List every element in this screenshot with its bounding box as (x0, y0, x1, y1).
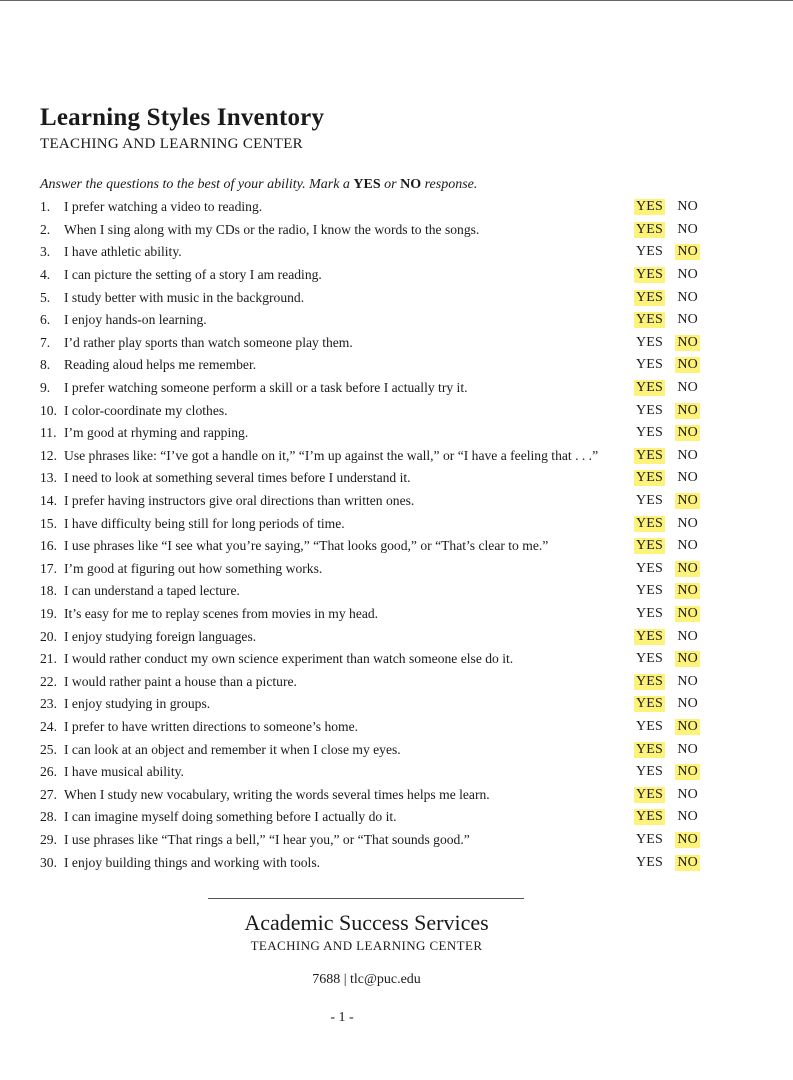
no-option[interactable]: NO (677, 402, 698, 418)
question-row (40, 377, 700, 400)
question-number: 21. (40, 651, 57, 667)
no-option[interactable]: NO (677, 831, 698, 847)
yes-option[interactable]: YES (636, 470, 664, 486)
yes-option[interactable]: YES (636, 831, 664, 847)
yes-option[interactable]: YES (636, 425, 664, 441)
answer-options (634, 719, 700, 735)
no-option[interactable]: NO (677, 560, 698, 576)
question-number: 24. (40, 718, 57, 734)
no-option[interactable]: NO (677, 289, 698, 305)
answer-options (634, 561, 700, 577)
question-row (40, 467, 700, 490)
top-border-line (0, 0, 793, 1)
yes-option[interactable]: YES (636, 447, 664, 463)
question-text: I’d rather play sports than watch someone play them. (64, 334, 353, 350)
answer-options (634, 335, 700, 351)
answer-options (634, 832, 700, 848)
yes-option[interactable]: YES (636, 289, 664, 305)
no-option[interactable]: NO (677, 605, 698, 621)
question-row (40, 354, 700, 377)
no-option[interactable]: NO (677, 425, 698, 441)
question-text: I can understand a taped lecture. (64, 583, 240, 599)
question-text: I have athletic ability. (64, 244, 182, 260)
question-text: I need to look at something several times before I understand it. (64, 470, 411, 486)
instructions-tail: response. (421, 177, 478, 192)
instructions-yes: YES (353, 177, 381, 192)
question-number: 10. (40, 402, 57, 418)
question-number: 19. (40, 605, 57, 621)
question-number: 26. (40, 764, 57, 780)
question-number: 27. (40, 786, 57, 802)
question-number: 5. (40, 289, 51, 305)
no-option[interactable]: NO (677, 786, 698, 802)
question-text: I prefer watching a video to reading. (64, 199, 263, 215)
question-text: I would rather paint a house than a picture. (64, 673, 297, 689)
question-list (40, 196, 700, 874)
question-row (40, 783, 700, 806)
no-option[interactable]: NO (677, 447, 698, 463)
question-text: I use phrases like “I see what you’re saying,” “That looks good,” or “That’s clear to me.” (64, 538, 549, 554)
answer-options (634, 493, 700, 509)
yes-option[interactable]: YES (636, 515, 664, 531)
question-row (40, 445, 700, 468)
yes-option[interactable]: YES (636, 764, 664, 780)
yes-option[interactable]: YES (636, 221, 664, 237)
question-text: When I study new vocabulary, writing the words several times helps me learn. (64, 786, 490, 802)
question-number: 16. (40, 538, 57, 554)
no-option[interactable]: NO (677, 470, 698, 486)
question-row (40, 806, 700, 829)
question-text: I’m good at figuring out how something works. (64, 560, 323, 576)
question-row (40, 603, 700, 626)
question-row (40, 241, 700, 264)
document-title: Learning Styles Inventory (40, 104, 325, 131)
question-number: 28. (40, 809, 57, 825)
question-text: I enjoy building things and working with tools. (64, 854, 321, 870)
answer-options (634, 674, 700, 690)
no-option[interactable]: NO (677, 493, 698, 509)
no-option[interactable]: NO (677, 538, 698, 554)
question-number: 7. (40, 334, 51, 350)
document-subtitle: TEACHING AND LEARNING CENTER (40, 136, 303, 152)
question-text: I prefer watching someone perform a skill or a task before I actually try it. (64, 380, 468, 396)
yes-option[interactable]: YES (636, 741, 664, 757)
question-text: I can look at an object and remember it when I close my eyes. (64, 741, 401, 757)
no-option[interactable]: NO (677, 312, 698, 328)
question-text: When I sing along with my CDs or the radio, I know the words to the songs. (64, 221, 480, 237)
footer-divider (208, 898, 524, 899)
question-number: 11. (40, 425, 57, 441)
question-number: 3. (40, 244, 51, 260)
question-number: 4. (40, 267, 51, 283)
question-number: 12. (40, 447, 57, 463)
answer-options (634, 606, 700, 622)
question-text: Reading aloud helps me remember. (64, 357, 257, 373)
answer-options (634, 244, 700, 260)
answer-options (634, 222, 700, 238)
no-option[interactable]: NO (677, 628, 698, 644)
yes-option[interactable]: YES (636, 809, 664, 825)
no-option[interactable]: NO (677, 673, 698, 689)
question-text: Use phrases like: “I’ve got a handle on it,” “I’m up against the wall,” or “I have a feeling that . . .” (64, 447, 599, 463)
answer-options (634, 425, 700, 441)
question-text: I enjoy hands-on learning. (64, 312, 207, 328)
question-row (40, 399, 700, 422)
no-option[interactable]: NO (677, 741, 698, 757)
question-number: 15. (40, 515, 57, 531)
answer-options (634, 199, 700, 215)
answer-options (634, 742, 700, 758)
no-option[interactable]: NO (677, 651, 698, 667)
question-text: I can picture the setting of a story I am reading. (64, 267, 322, 283)
answer-options (634, 380, 700, 396)
no-option[interactable]: NO (677, 267, 698, 283)
question-number: 1. (40, 199, 51, 215)
no-option[interactable]: NO (677, 221, 698, 237)
answer-options (634, 267, 700, 283)
answer-options (634, 809, 700, 825)
no-option[interactable]: NO (677, 809, 698, 825)
question-row (40, 648, 700, 671)
question-text: I’m good at rhyming and rapping. (64, 425, 249, 441)
question-number: 17. (40, 560, 57, 576)
question-row (40, 286, 700, 309)
question-text: I enjoy studying foreign languages. (64, 628, 257, 644)
answer-options (634, 855, 700, 871)
question-text: I prefer having instructors give oral directions than written ones. (64, 493, 415, 509)
question-row (40, 422, 700, 445)
footer-org-name: Academic Success Services (244, 910, 489, 935)
question-text: I would rather conduct my own science experiment than watch someone else do it. (64, 651, 514, 667)
yes-option[interactable]: YES (636, 267, 664, 283)
yes-option[interactable]: YES (636, 786, 664, 802)
answer-options (634, 312, 700, 328)
answer-options (634, 787, 700, 803)
yes-option[interactable]: YES (636, 199, 664, 215)
no-option[interactable]: NO (677, 357, 698, 373)
answer-options (634, 764, 700, 780)
question-text: I study better with music in the background. (64, 289, 305, 305)
answer-options (634, 538, 700, 554)
footer-contact: 7688 | tlc@puc.edu (312, 972, 421, 987)
no-option[interactable]: NO (677, 334, 698, 350)
yes-option[interactable]: YES (636, 380, 664, 396)
question-number: 20. (40, 628, 57, 644)
instructions (40, 177, 477, 193)
yes-option[interactable]: YES (636, 718, 664, 734)
yes-option[interactable]: YES (636, 854, 664, 870)
question-row (40, 625, 700, 648)
answer-options (634, 651, 700, 667)
question-number: 13. (40, 470, 57, 486)
no-option[interactable]: NO (677, 854, 698, 870)
question-row (40, 558, 700, 581)
question-text: I can imagine myself doing something before I actually do it. (64, 809, 397, 825)
no-option[interactable]: NO (677, 199, 698, 215)
yes-option[interactable]: YES (636, 583, 664, 599)
question-row (40, 580, 700, 603)
question-text: I color-coordinate my clothes. (64, 402, 228, 418)
question-row (40, 219, 700, 242)
answer-options (634, 696, 700, 712)
yes-option[interactable]: YES (636, 357, 664, 373)
question-row (40, 535, 700, 558)
question-number: 30. (40, 854, 57, 870)
yes-option[interactable]: YES (636, 605, 664, 621)
answer-options (634, 403, 700, 419)
question-number: 2. (40, 221, 51, 237)
page-number: - 1 - (330, 1010, 354, 1025)
footer-department: TEACHING AND LEARNING CENTER (250, 938, 483, 953)
question-row (40, 761, 700, 784)
yes-option[interactable]: YES (636, 402, 664, 418)
yes-option[interactable]: YES (636, 673, 664, 689)
yes-option[interactable]: YES (636, 244, 664, 260)
no-option[interactable]: NO (677, 764, 698, 780)
yes-option[interactable]: YES (636, 696, 664, 712)
yes-option[interactable]: YES (636, 334, 664, 350)
question-row (40, 490, 700, 513)
instructions-lead: Answer the questions to the best of your ability. Mark a (40, 177, 354, 192)
question-row (40, 851, 700, 874)
question-text: I use phrases like “That rings a bell,” “I hear you,” or “That sounds good.” (64, 831, 470, 847)
answer-options (634, 516, 700, 532)
question-text: I have difficulty being still for long periods of time. (64, 515, 345, 531)
no-option[interactable]: NO (677, 696, 698, 712)
answer-options (634, 583, 700, 599)
question-number: 29. (40, 831, 57, 847)
answer-options (634, 290, 700, 306)
question-number: 9. (40, 380, 51, 396)
answer-options (634, 357, 700, 373)
question-row (40, 738, 700, 761)
question-row (40, 670, 700, 693)
no-option[interactable]: NO (677, 718, 698, 734)
question-row (40, 332, 700, 355)
question-row (40, 693, 700, 716)
yes-option[interactable]: YES (636, 651, 664, 667)
question-text: I enjoy studying in groups. (64, 696, 211, 712)
instructions-no: NO (400, 177, 422, 192)
yes-option[interactable]: YES (636, 312, 664, 328)
question-number: 8. (40, 357, 51, 373)
question-number: 25. (40, 741, 57, 757)
yes-option[interactable]: YES (636, 560, 664, 576)
yes-option[interactable]: YES (636, 538, 664, 554)
no-option[interactable]: NO (677, 515, 698, 531)
question-row (40, 716, 700, 739)
answer-options (634, 448, 700, 464)
question-row (40, 309, 700, 332)
answer-options (634, 470, 700, 486)
question-row (40, 512, 700, 535)
question-text: I have musical ability. (64, 764, 184, 780)
no-option[interactable]: NO (677, 244, 698, 260)
question-number: 6. (40, 312, 51, 328)
yes-option[interactable]: YES (636, 628, 664, 644)
no-option[interactable]: NO (677, 583, 698, 599)
answer-options (634, 629, 700, 645)
question-row (40, 829, 700, 852)
question-number: 22. (40, 673, 57, 689)
question-number: 23. (40, 696, 57, 712)
question-number: 14. (40, 493, 57, 509)
instructions-or: or (380, 177, 401, 192)
no-option[interactable]: NO (677, 380, 698, 396)
question-row (40, 264, 700, 287)
question-text: It’s easy for me to replay scenes from movies in my head. (64, 605, 379, 621)
yes-option[interactable]: YES (636, 493, 664, 509)
question-text: I prefer to have written directions to someone’s home. (64, 718, 359, 734)
question-row (40, 196, 700, 219)
question-number: 18. (40, 583, 57, 599)
